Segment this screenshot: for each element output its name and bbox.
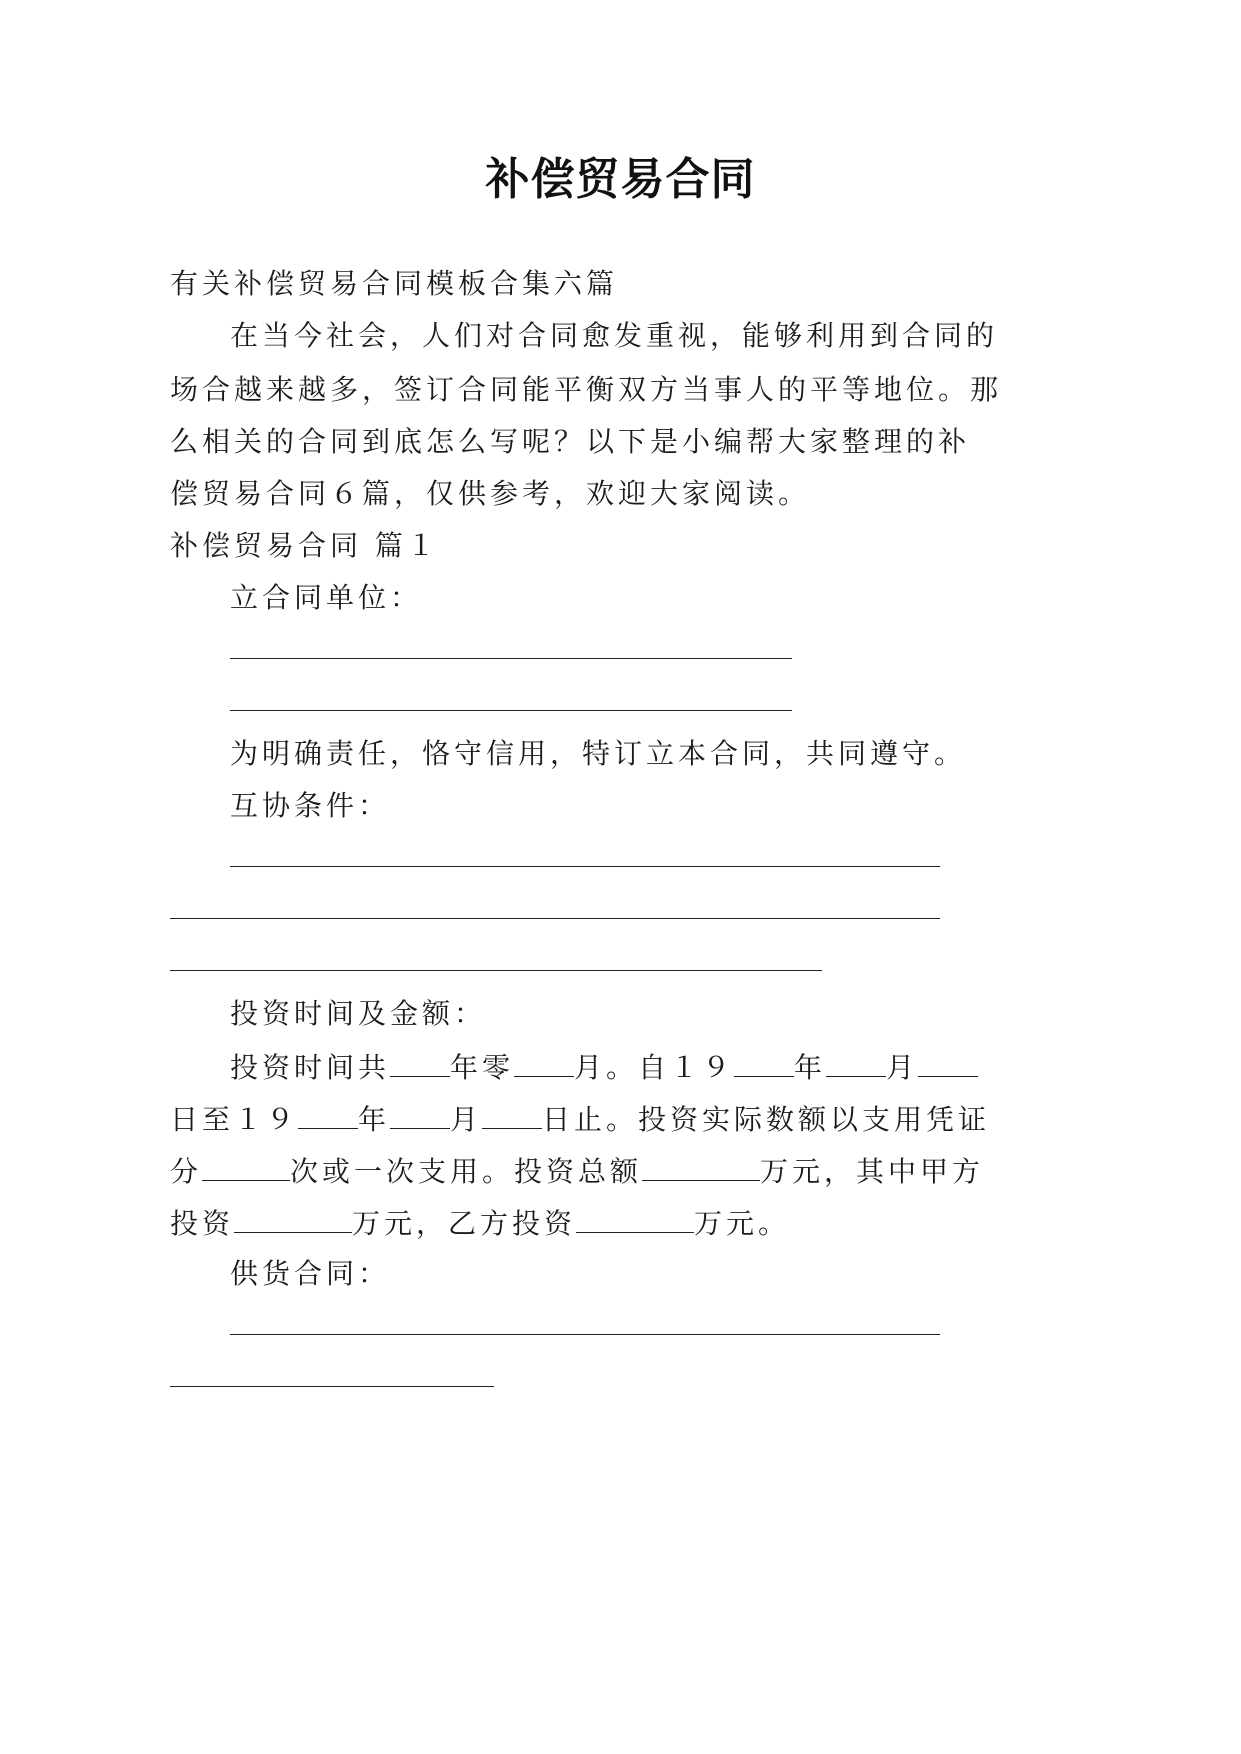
cooperation-label: 互协条件： (230, 789, 391, 822)
section-heading: 补偿贸易合同 篇１ (170, 529, 439, 562)
installments-blank (202, 1150, 290, 1181)
start-day-blank (918, 1046, 978, 1077)
end-day-blank (482, 1098, 542, 1129)
intro-line-2: 场合越来越多，签订合同能平衡双方当事人的平等地位。那 (170, 373, 1003, 406)
party-b-amount-blank (576, 1202, 694, 1233)
investment-text: 投资 (170, 1207, 235, 1240)
investment-line-1 (230, 1046, 978, 1088)
cooperation-blank-line-3 (170, 970, 822, 971)
document-title: 补偿贸易合同 (485, 154, 756, 205)
investment-line-3 (170, 1150, 984, 1192)
total-amount-blank (642, 1150, 760, 1181)
start-year-blank (734, 1046, 794, 1077)
supply-blank-line-1 (230, 1334, 940, 1335)
party-blank-line-2 (230, 710, 792, 711)
investment-text: 年零 (450, 1051, 515, 1084)
investment-label: 投资时间及金额： (230, 997, 487, 1030)
months-blank (514, 1046, 574, 1077)
party-a-amount-blank (234, 1202, 352, 1233)
investment-line-2 (170, 1098, 990, 1140)
supply-label: 供货合同： (230, 1257, 391, 1290)
investment-text: 日至１９ (170, 1103, 299, 1136)
party-label: 立合同单位： (230, 581, 423, 614)
supply-blank-line-2 (170, 1386, 494, 1387)
investment-text: 日止。投资实际数额以支用凭证 (542, 1103, 991, 1136)
intro-line-1: 在当今社会，人们对合同愈发重视，能够利用到合同的 (230, 319, 999, 352)
intro-line-3: 么相关的合同到底怎么写呢？以下是小编帮大家整理的补 (170, 425, 971, 458)
intro-line-4: 偿贸易合同６篇，仅供参考，欢迎大家阅读。 (170, 477, 811, 510)
investment-text: 万元。 (694, 1207, 791, 1240)
investment-text: 月 (886, 1051, 919, 1084)
end-month-blank (390, 1098, 450, 1129)
cooperation-blank-line-2 (170, 918, 940, 919)
investment-text: 年 (358, 1103, 391, 1136)
investment-text: 万元，乙方投资 (352, 1207, 577, 1240)
party-blank-line-1 (230, 658, 792, 659)
investment-text: 月 (450, 1103, 483, 1136)
investment-text: 年 (794, 1051, 827, 1084)
years-blank (390, 1046, 450, 1077)
investment-text: 分 (170, 1155, 203, 1188)
responsibility-statement: 为明确责任，恪守信用，特订立本合同，共同遵守。 (230, 737, 967, 770)
investment-text: 次或一次支用。投资总额 (290, 1155, 643, 1188)
end-year-blank (298, 1098, 358, 1129)
document-subtitle: 有关补偿贸易合同模板合集六篇 (170, 267, 619, 300)
investment-text: 月。自１９ (574, 1051, 735, 1084)
start-month-blank (826, 1046, 886, 1077)
investment-line-4 (170, 1202, 790, 1244)
investment-text: 万元，其中甲方 (760, 1155, 985, 1188)
investment-text: 投资时间共 (230, 1051, 391, 1084)
cooperation-blank-line-1 (230, 866, 940, 867)
